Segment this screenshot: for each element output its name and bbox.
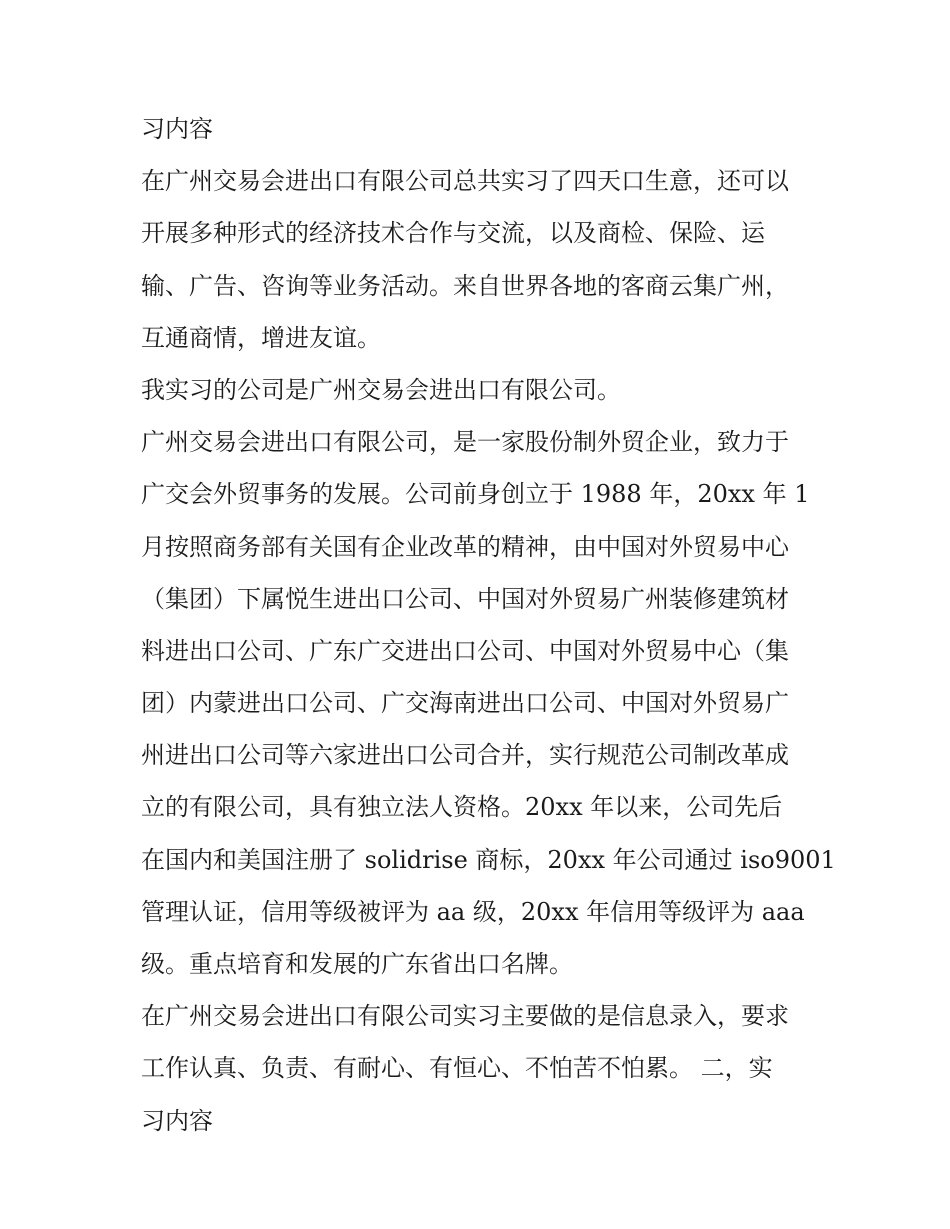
text-line: 州进出口公司等六家进出口公司合并，实行规范公司制改革成: [141, 741, 789, 770]
text-line: 团）内蒙进出口公司、广交海南进出口公司、中国对外贸易广: [141, 689, 789, 718]
text-line: 习内容: [141, 115, 213, 143]
text-line: 我实习的公司是广州交易会进出口有限公司。: [141, 375, 621, 404]
text-line: 习内容: [141, 1106, 213, 1135]
text-line: （集团）下属悦生进出口公司、中国对外贸易广州装修建筑材: [141, 584, 789, 613]
text-line: 广州交易会进出口有限公司，是一家股份制外贸企业，致力于: [141, 428, 789, 457]
text-line: 输、广告、咨询等业务活动。来自世界各地的客商云集广州，: [141, 271, 789, 300]
text-line: 在广州交易会进出口有限公司实习主要做的是信息录入，要求: [141, 1002, 789, 1031]
text-line: 互通商情，增进友谊。: [141, 323, 381, 352]
text-line: 管理认证，信用等级被评为 aa 级，20xx 年信用等级评为 aaa: [141, 897, 805, 926]
text-line: 工作认真、负责、有耐心、有恒心、不怕苦不怕累。 二，实: [141, 1054, 773, 1083]
text-line: 月按照商务部有关国有企业改革的精神，由中国对外贸易中心: [141, 532, 789, 561]
text-line: 立的有限公司，具有独立法人资格。20xx 年以来，公司先后: [141, 793, 783, 822]
document-body: [141, 107, 836, 1151]
text-line: 级。重点培育和发展的广东省出口名牌。: [141, 950, 573, 978]
text-line: 在广州交易会进出口有限公司总共实习了四天口生意，还可以: [141, 167, 789, 196]
text-line: 在国内和美国注册了 solidrise 商标，20xx 年公司通过 iso9001: [141, 845, 836, 874]
text-line: 料进出口公司、广东广交进出口公司、中国对外贸易中心（集: [141, 636, 789, 665]
text-line: 开展多种形式的经济技术合作与交流，以及商检、保险、运: [141, 219, 765, 248]
text-line: 广交会外贸事务的发展。公司前身创立于 1988 年，20xx 年 1: [141, 480, 810, 509]
